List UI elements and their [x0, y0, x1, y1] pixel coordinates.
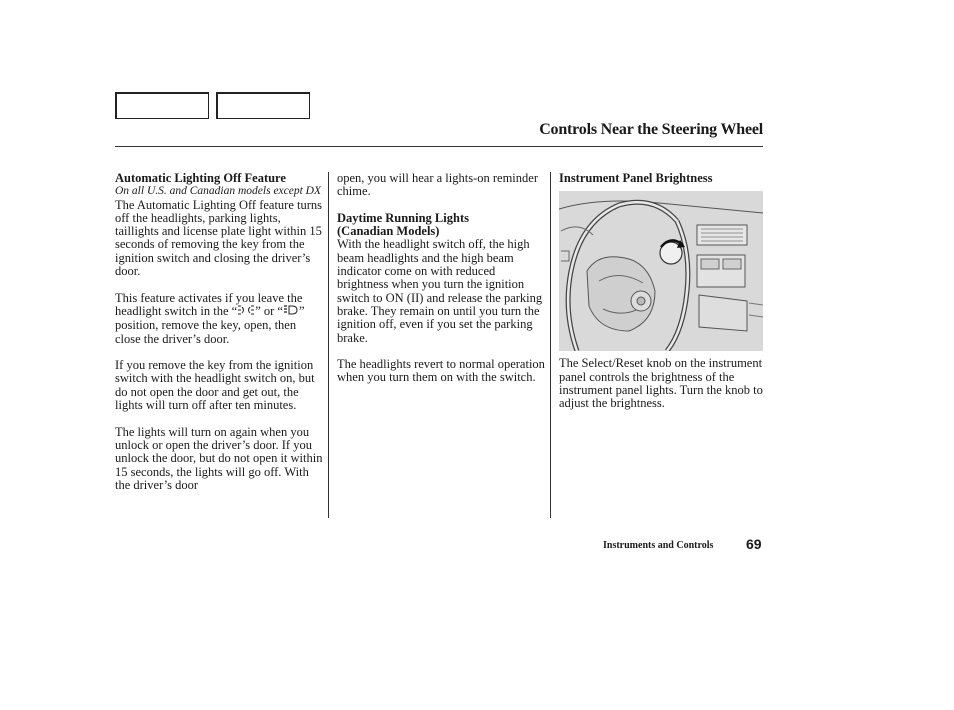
- page-number: 69: [746, 536, 762, 552]
- footer-section-name: Instruments and Controls: [603, 540, 714, 551]
- section-tab-2: [216, 92, 310, 119]
- title-rule: [115, 146, 763, 147]
- heading-auto-lighting-off: Automatic Lighting Off Feature: [115, 171, 286, 185]
- section-tab-1: [115, 92, 209, 119]
- column-divider-2: [550, 172, 551, 518]
- paragraph-revert: The headlights revert to normal operation when you turn them on with the switch.: [337, 357, 545, 385]
- parking-lights-icon: [237, 305, 255, 319]
- paragraph-auto-off-intro: The Automatic Lighting Off feature turns off the headlights, parking lights, taillights and license plate light within 15 seconds of removing the key from the ignition switch and closing the driver’s door.: [115, 197, 323, 279]
- heading-daytime-running-lights: Daytime Running Lights: [337, 210, 469, 225]
- paragraph-drl: With the headlight switch off, the high beam headlights and the high beam indicator come on with reduced brightness when you turn the ignition switch to ON (II) and release the parking brake. They remain on until you turn the ignition off, even if you set the parking brake.: [337, 237, 543, 345]
- headlight-icon: [283, 305, 299, 319]
- column-right: [559, 172, 763, 410]
- paragraph-lights-turn-on: The lights will turn on again when you unlock or open the driver’s door. If you unlock the door, but do not open it within 15 seconds, the lights will go off. With the driver’s door: [115, 424, 323, 492]
- heading-canadian-models: (Canadian Models): [337, 224, 440, 239]
- paragraph-key-removed: If you remove the key from the ignition switch with the headlight switch on, but do not open the door and get out, the lights will turn off after ten minutes.: [115, 358, 315, 413]
- paragraph-continuation: open, you will hear a lights-on reminder chime.: [337, 171, 538, 199]
- column-middle: [337, 172, 549, 385]
- column-left: [115, 172, 323, 492]
- column-divider-1: [328, 172, 329, 518]
- page-title: Controls Near the Steering Wheel: [539, 121, 763, 138]
- model-note: On all U.S. and Canadian models except DX: [115, 185, 322, 198]
- steering-wheel-illustration: [559, 191, 763, 351]
- paragraph-activation: This feature activates if you leave the headlight switch in the “ ” or “ ” position, remove the key, open, then close the driver’s door.: [115, 290, 305, 346]
- paragraph-select-reset-knob: The Select/Reset knob on the instrument panel controls the brightness of the instrument panel lights. Turn the knob to adjust the brightness.: [559, 356, 763, 411]
- heading-instrument-panel-brightness: Instrument Panel Brightness: [559, 171, 713, 185]
